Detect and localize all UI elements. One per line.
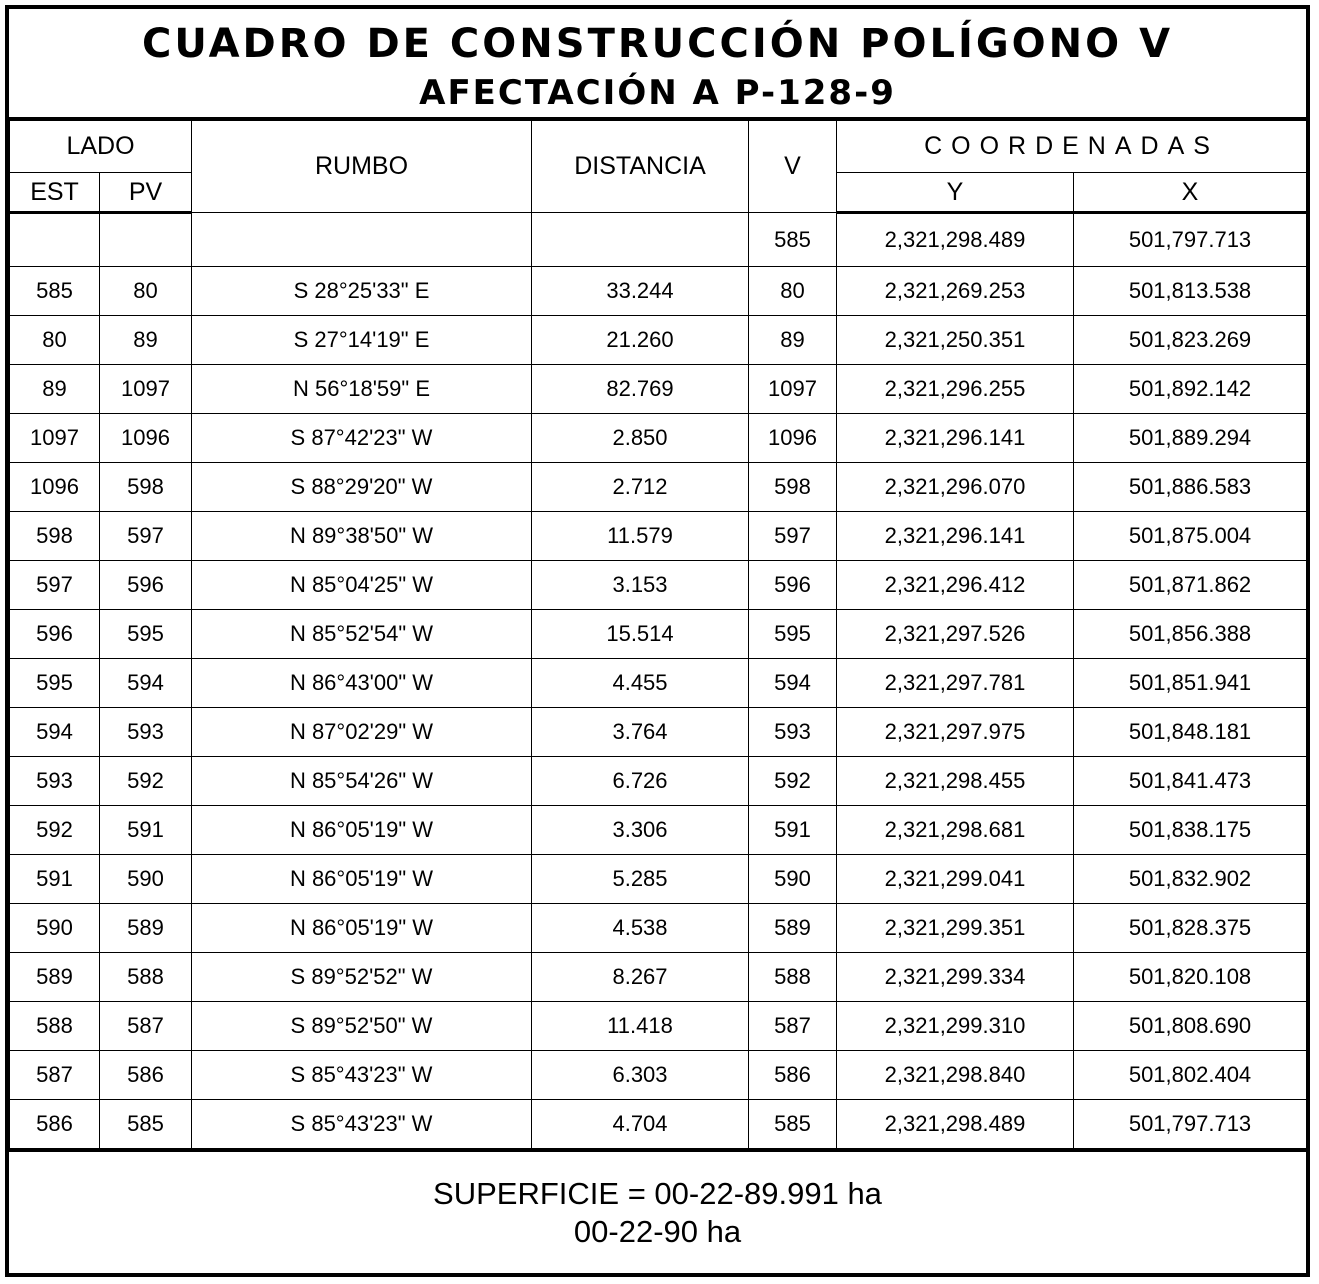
table-row <box>10 1051 1307 1100</box>
table-row <box>10 610 1307 659</box>
cell-pv <box>100 213 192 267</box>
cell-x: 501,841.473 <box>1074 757 1307 806</box>
cell-y: 2,321,299.351 <box>837 904 1074 953</box>
cell-distancia: 3.306 <box>532 806 749 855</box>
title-block <box>9 9 1306 120</box>
cell-y: 2,321,269.253 <box>837 267 1074 316</box>
cell-est: 1096 <box>10 463 100 512</box>
table-row <box>10 316 1307 365</box>
cell-rumbo: N 85°54'26" W <box>192 757 532 806</box>
cell-est: 593 <box>10 757 100 806</box>
cell-rumbo: N 86°43'00" W <box>192 659 532 708</box>
superficie-value: SUPERFICIE = 00-22-89.991 ha <box>433 1176 882 1211</box>
cell-distancia: 82.769 <box>532 365 749 414</box>
cell-x: 501,838.175 <box>1074 806 1307 855</box>
table-row <box>10 512 1307 561</box>
table-row <box>10 561 1307 610</box>
table-row <box>10 463 1307 512</box>
cell-est: 591 <box>10 855 100 904</box>
cell-pv: 592 <box>100 757 192 806</box>
cell-y: 2,321,296.255 <box>837 365 1074 414</box>
cell-distancia: 21.260 <box>532 316 749 365</box>
cell-y: 2,321,299.310 <box>837 1002 1074 1051</box>
header-y: Y <box>837 173 1074 213</box>
cell-x: 501,856.388 <box>1074 610 1307 659</box>
table-row <box>10 365 1307 414</box>
cell-distancia: 8.267 <box>532 953 749 1002</box>
table-row <box>10 806 1307 855</box>
cell-pv: 590 <box>100 855 192 904</box>
cell-distancia: 5.285 <box>532 855 749 904</box>
cell-distancia: 2.850 <box>532 414 749 463</box>
header-pv: PV <box>100 173 192 213</box>
cell-x: 501,848.181 <box>1074 708 1307 757</box>
header-rumbo: RUMBO <box>192 121 532 213</box>
cell-distancia: 6.726 <box>532 757 749 806</box>
cell-pv: 586 <box>100 1051 192 1100</box>
cell-x: 501,889.294 <box>1074 414 1307 463</box>
header-x: X <box>1074 173 1307 213</box>
cell-pv: 594 <box>100 659 192 708</box>
cell-v: 80 <box>749 267 837 316</box>
cell-x: 501,802.404 <box>1074 1051 1307 1100</box>
cell-x: 501,886.583 <box>1074 463 1307 512</box>
cell-distancia: 15.514 <box>532 610 749 659</box>
cell-v: 589 <box>749 904 837 953</box>
cell-v: 587 <box>749 1002 837 1051</box>
cell-est: 596 <box>10 610 100 659</box>
table-row <box>10 659 1307 708</box>
superficie-footer <box>9 1149 1306 1273</box>
cell-y: 2,321,297.781 <box>837 659 1074 708</box>
cell-pv: 1096 <box>100 414 192 463</box>
cell-distancia: 11.579 <box>532 512 749 561</box>
cell-v: 592 <box>749 757 837 806</box>
cell-rumbo: N 86°05'19" W <box>192 855 532 904</box>
cell-est <box>10 213 100 267</box>
cell-y: 2,321,296.141 <box>837 414 1074 463</box>
table-row <box>10 708 1307 757</box>
cell-y: 2,321,296.070 <box>837 463 1074 512</box>
cell-rumbo: S 89°52'50" W <box>192 1002 532 1051</box>
cell-v: 595 <box>749 610 837 659</box>
cell-y: 2,321,297.526 <box>837 610 1074 659</box>
construction-table <box>9 120 1307 1149</box>
cell-est: 89 <box>10 365 100 414</box>
cell-est: 594 <box>10 708 100 757</box>
cell-v: 594 <box>749 659 837 708</box>
cell-est: 590 <box>10 904 100 953</box>
cell-v: 585 <box>749 213 837 267</box>
cell-y: 2,321,298.489 <box>837 1100 1074 1149</box>
cell-pv: 588 <box>100 953 192 1002</box>
cell-pv: 596 <box>100 561 192 610</box>
cell-x: 501,823.269 <box>1074 316 1307 365</box>
cell-pv: 589 <box>100 904 192 953</box>
cell-y: 2,321,297.975 <box>837 708 1074 757</box>
cell-y: 2,321,298.840 <box>837 1051 1074 1100</box>
cell-rumbo: N 85°04'25" W <box>192 561 532 610</box>
table-row <box>10 213 1307 267</box>
cell-pv: 591 <box>100 806 192 855</box>
cell-v: 596 <box>749 561 837 610</box>
cell-y: 2,321,250.351 <box>837 316 1074 365</box>
cell-distancia: 4.704 <box>532 1100 749 1149</box>
cell-y: 2,321,298.681 <box>837 806 1074 855</box>
cell-est: 592 <box>10 806 100 855</box>
cell-x: 501,808.690 <box>1074 1002 1307 1051</box>
cell-rumbo: S 87°42'23" W <box>192 414 532 463</box>
cell-v: 598 <box>749 463 837 512</box>
cell-rumbo: N 89°38'50" W <box>192 512 532 561</box>
cell-pv: 1097 <box>100 365 192 414</box>
cell-distancia: 4.455 <box>532 659 749 708</box>
header-lado: LADO <box>10 121 192 173</box>
cell-distancia: 2.712 <box>532 463 749 512</box>
cell-distancia <box>532 213 749 267</box>
cell-pv: 597 <box>100 512 192 561</box>
cell-rumbo: S 85°43'23" W <box>192 1051 532 1100</box>
cell-pv: 587 <box>100 1002 192 1051</box>
cell-v: 590 <box>749 855 837 904</box>
table-subtitle: AFECTACIÓN A P-128-9 <box>419 73 896 113</box>
cell-x: 501,813.538 <box>1074 267 1307 316</box>
cell-rumbo: S 27°14'19" E <box>192 316 532 365</box>
cell-est: 595 <box>10 659 100 708</box>
cell-y: 2,321,298.489 <box>837 213 1074 267</box>
cell-x: 501,871.862 <box>1074 561 1307 610</box>
cell-x: 501,820.108 <box>1074 953 1307 1002</box>
cell-x: 501,875.004 <box>1074 512 1307 561</box>
cell-pv: 595 <box>100 610 192 659</box>
cell-rumbo: N 56°18'59" E <box>192 365 532 414</box>
cell-v: 585 <box>749 1100 837 1149</box>
superficie-rounded: 00-22-90 ha <box>573 1214 742 1249</box>
cell-y: 2,321,299.041 <box>837 855 1074 904</box>
cell-rumbo: S 28°25'33" E <box>192 267 532 316</box>
cell-y: 2,321,299.334 <box>837 953 1074 1002</box>
cell-pv: 89 <box>100 316 192 365</box>
table-row <box>10 855 1307 904</box>
table-row <box>10 1002 1307 1051</box>
cell-est: 585 <box>10 267 100 316</box>
cell-x: 501,828.375 <box>1074 904 1307 953</box>
cell-y: 2,321,296.412 <box>837 561 1074 610</box>
cell-distancia: 33.244 <box>532 267 749 316</box>
cell-est: 80 <box>10 316 100 365</box>
table-row <box>10 953 1307 1002</box>
cell-rumbo: S 85°43'23" W <box>192 1100 532 1149</box>
cell-x: 501,797.713 <box>1074 1100 1307 1149</box>
header-v: V <box>749 121 837 213</box>
cell-y: 2,321,296.141 <box>837 512 1074 561</box>
table-row <box>10 904 1307 953</box>
cell-est: 589 <box>10 953 100 1002</box>
cell-x: 501,851.941 <box>1074 659 1307 708</box>
cell-v: 89 <box>749 316 837 365</box>
cell-est: 597 <box>10 561 100 610</box>
cell-pv: 593 <box>100 708 192 757</box>
table-row <box>10 267 1307 316</box>
cell-v: 1097 <box>749 365 837 414</box>
cell-rumbo: S 89°52'52" W <box>192 953 532 1002</box>
cell-v: 593 <box>749 708 837 757</box>
cell-x: 501,797.713 <box>1074 213 1307 267</box>
construction-table-frame <box>5 5 1310 1277</box>
cell-v: 597 <box>749 512 837 561</box>
header-coordenadas: COORDENADAS <box>837 121 1307 173</box>
cell-x: 501,892.142 <box>1074 365 1307 414</box>
cell-rumbo <box>192 213 532 267</box>
cell-v: 586 <box>749 1051 837 1100</box>
cell-distancia: 11.418 <box>532 1002 749 1051</box>
cell-est: 586 <box>10 1100 100 1149</box>
cell-rumbo: S 88°29'20" W <box>192 463 532 512</box>
cell-pv: 598 <box>100 463 192 512</box>
cell-rumbo: N 87°02'29" W <box>192 708 532 757</box>
cell-v: 1096 <box>749 414 837 463</box>
cell-rumbo: N 85°52'54" W <box>192 610 532 659</box>
cell-pv: 80 <box>100 267 192 316</box>
table-row <box>10 414 1307 463</box>
cell-est: 1097 <box>10 414 100 463</box>
cell-distancia: 4.538 <box>532 904 749 953</box>
cell-rumbo: N 86°05'19" W <box>192 904 532 953</box>
cell-v: 588 <box>749 953 837 1002</box>
table-body <box>10 213 1307 1149</box>
cell-distancia: 6.303 <box>532 1051 749 1100</box>
cell-pv: 585 <box>100 1100 192 1149</box>
table-row <box>10 757 1307 806</box>
cell-v: 591 <box>749 806 837 855</box>
cell-est: 587 <box>10 1051 100 1100</box>
cell-distancia: 3.153 <box>532 561 749 610</box>
cell-y: 2,321,298.455 <box>837 757 1074 806</box>
cell-x: 501,832.902 <box>1074 855 1307 904</box>
cell-rumbo: N 86°05'19" W <box>192 806 532 855</box>
table-row <box>10 1100 1307 1149</box>
table-title: CUADRO DE CONSTRUCCIÓN POLÍGONO V <box>141 21 1174 67</box>
cell-est: 588 <box>10 1002 100 1051</box>
header-distancia: DISTANCIA <box>532 121 749 213</box>
header-est: EST <box>10 173 100 213</box>
cell-est: 598 <box>10 512 100 561</box>
cell-distancia: 3.764 <box>532 708 749 757</box>
